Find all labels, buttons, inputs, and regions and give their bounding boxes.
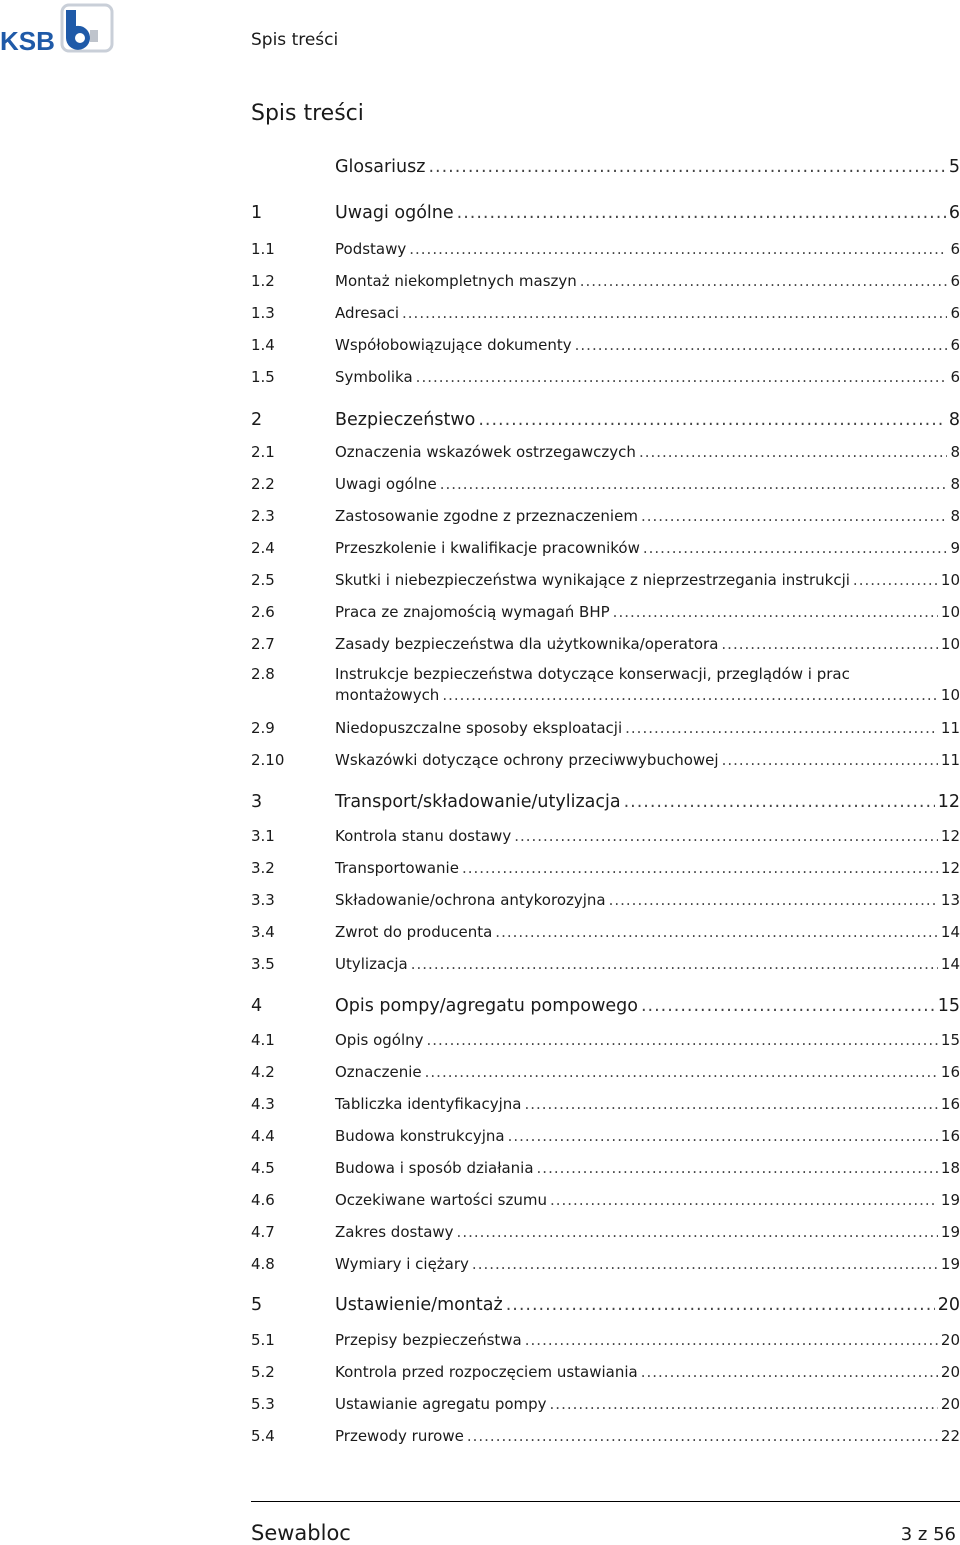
toc-dot-leader bbox=[524, 1095, 937, 1114]
toc-dot-leader bbox=[506, 1296, 935, 1315]
toc-entry[interactable] bbox=[251, 955, 960, 974]
toc-entry[interactable] bbox=[251, 443, 960, 462]
toc-entry-page: 8 bbox=[950, 475, 960, 493]
toc-entry-label: Oznaczenia wskazówek ostrzegawczych bbox=[335, 443, 636, 461]
toc-entry[interactable] bbox=[251, 859, 960, 878]
toc-entry[interactable] bbox=[251, 891, 960, 910]
toc-entry-number: 5.3 bbox=[251, 1395, 275, 1413]
toc-entry-number: 2.8 bbox=[251, 665, 275, 683]
toc-entry-page: 10 bbox=[940, 686, 960, 704]
toc-dot-leader bbox=[722, 751, 938, 770]
toc-dot-leader bbox=[428, 158, 945, 177]
toc-entry-number: 4.2 bbox=[251, 1063, 275, 1081]
toc-entry-number: 2.6 bbox=[251, 603, 275, 621]
toc-entry-label: Wskazówki dotyczące ochrony przeciwwybuchowej bbox=[335, 751, 719, 769]
toc-entry-page: 18 bbox=[940, 1159, 960, 1177]
toc-entry-number: 1.4 bbox=[251, 336, 275, 354]
toc-entry[interactable] bbox=[251, 719, 960, 738]
toc-dot-leader bbox=[416, 368, 948, 387]
toc-entry-label: Budowa i sposób działania bbox=[335, 1159, 534, 1177]
toc-dot-leader bbox=[457, 1223, 938, 1242]
toc-entry-page: 12 bbox=[937, 792, 960, 812]
toc-entry-number: 1.2 bbox=[251, 272, 275, 290]
toc-dot-leader bbox=[495, 923, 938, 942]
toc-entry-label: Uwagi ogólne bbox=[335, 203, 454, 223]
toc-entry-label: Przewody rurowe bbox=[335, 1427, 464, 1445]
toc-entry-number: 5.2 bbox=[251, 1363, 275, 1381]
toc-entry-page: 16 bbox=[940, 1063, 960, 1081]
toc-chapter-entry[interactable] bbox=[251, 997, 960, 1016]
toc-entry-page: 15 bbox=[937, 996, 960, 1016]
toc-dot-leader bbox=[442, 686, 938, 705]
toc-entry-number: 3.5 bbox=[251, 955, 275, 973]
toc-entry-label: Opis pompy/agregatu pompowego bbox=[335, 996, 638, 1016]
toc-entry[interactable] bbox=[251, 1095, 960, 1114]
toc-dot-leader bbox=[580, 272, 948, 291]
toc-entry-label: Glosariusz bbox=[335, 157, 426, 177]
toc-chapter-entry[interactable] bbox=[251, 1296, 960, 1315]
toc-entry-label: Transport/składowanie/utylizacja bbox=[335, 792, 621, 812]
toc-entry-page: 6 bbox=[950, 368, 960, 386]
toc-entry-label: Praca ze znajomością wymagań BHP bbox=[335, 603, 610, 621]
toc-dot-leader bbox=[478, 411, 946, 430]
toc-entry-label: Przepisy bezpieczeństwa bbox=[335, 1331, 522, 1349]
toc-entry-label: Zastosowanie zgodne z przeznaczeniem bbox=[335, 507, 638, 525]
toc-entry[interactable] bbox=[251, 827, 960, 846]
toc-entry-label: Skutki i niebezpieczeństwa wynikające z nieprzestrzegania instrukcji bbox=[335, 571, 850, 589]
toc-entry-label: Adresaci bbox=[335, 304, 400, 322]
toc-dot-leader bbox=[472, 1255, 938, 1274]
toc-entry-number: 2.3 bbox=[251, 507, 275, 525]
toc-entry-number: 2.5 bbox=[251, 571, 275, 589]
toc-entry-page: 20 bbox=[940, 1395, 960, 1413]
footer-page-number: 3 z 56 bbox=[900, 1524, 956, 1545]
toc-entry-number: 3.4 bbox=[251, 923, 275, 941]
toc-entry-page: 20 bbox=[940, 1363, 960, 1381]
toc-dot-leader bbox=[641, 997, 935, 1016]
toc-entry[interactable] bbox=[251, 272, 960, 291]
toc-entry-number: 3 bbox=[251, 792, 263, 812]
toc-dot-leader bbox=[641, 507, 948, 526]
toc-entry-label: Składowanie/ochrona antykorozyjna bbox=[335, 891, 606, 909]
toc-chapter-entry[interactable] bbox=[251, 793, 960, 812]
toc-dot-leader bbox=[427, 1031, 938, 1050]
toc-entry-label-continued: montażowych bbox=[335, 686, 440, 704]
toc-entry-label: Utylizacja bbox=[335, 955, 408, 973]
toc-dot-leader bbox=[721, 635, 938, 654]
toc-entry[interactable] bbox=[251, 1427, 960, 1446]
toc-dot-leader bbox=[853, 571, 938, 590]
toc-entry-page: 12 bbox=[940, 859, 960, 877]
toc-entry-number: 2.9 bbox=[251, 719, 275, 737]
running-header-title: Spis treści bbox=[251, 30, 339, 50]
toc-entry[interactable] bbox=[251, 240, 960, 259]
toc-entry-number: 4.7 bbox=[251, 1223, 275, 1241]
toc-entry[interactable] bbox=[251, 336, 960, 355]
toc-entry[interactable] bbox=[251, 507, 960, 526]
toc-dot-leader bbox=[575, 336, 948, 355]
toc-entry-label: Oznaczenie bbox=[335, 1063, 422, 1081]
toc-entry-label: Podstawy bbox=[335, 240, 407, 258]
toc-entry[interactable] bbox=[251, 539, 960, 558]
toc-entry-label: Opis ogólny bbox=[335, 1031, 424, 1049]
toc-entry-label: Symbolika bbox=[335, 368, 413, 386]
toc-entry-page: 16 bbox=[940, 1095, 960, 1113]
toc-entry-label: Oczekiwane wartości szumu bbox=[335, 1191, 547, 1209]
ksb-logo-text: KSB bbox=[0, 26, 55, 54]
toc-dot-leader bbox=[643, 539, 948, 558]
toc-entry-page: 6 bbox=[950, 304, 960, 322]
toc-entry[interactable] bbox=[251, 571, 960, 590]
toc-entry[interactable] bbox=[251, 1063, 960, 1082]
toc-entry-page: 14 bbox=[940, 955, 960, 973]
footer-product-name: Sewabloc bbox=[251, 1521, 351, 1545]
toc-entry-label: Ustawienie/montaż bbox=[335, 1295, 503, 1315]
toc-entry-label: Kontrola przed rozpoczęciem ustawiania bbox=[335, 1363, 638, 1381]
toc-entry[interactable] bbox=[251, 923, 960, 942]
toc-dot-leader bbox=[639, 443, 948, 462]
toc-entry-number: 2.10 bbox=[251, 751, 285, 769]
toc-entry-number: 1.5 bbox=[251, 368, 275, 386]
toc-entry-label: Transportowanie bbox=[335, 859, 459, 877]
toc-entry-label: Tabliczka identyfikacyjna bbox=[335, 1095, 522, 1113]
toc-entry-page: 19 bbox=[940, 1255, 960, 1273]
toc-entry-label: Ustawianie agregatu pompy bbox=[335, 1395, 547, 1413]
toc-entry-page: 20 bbox=[940, 1331, 960, 1349]
toc-dot-leader bbox=[550, 1395, 938, 1414]
toc-entry-page: 13 bbox=[940, 891, 960, 909]
toc-entry[interactable] bbox=[251, 603, 960, 622]
toc-entry-page: 19 bbox=[940, 1191, 960, 1209]
toc-entry-number: 4.6 bbox=[251, 1191, 275, 1209]
toc-dot-leader bbox=[462, 859, 938, 878]
toc-chapter-entry[interactable] bbox=[251, 204, 960, 223]
toc-entry-label: Wymiary i ciężary bbox=[335, 1255, 469, 1273]
toc-entry-number: 4.1 bbox=[251, 1031, 275, 1049]
toc-entry-page: 11 bbox=[940, 719, 960, 737]
toc-entry-label: Budowa konstrukcyjna bbox=[335, 1127, 505, 1145]
toc-entry-number: 3.3 bbox=[251, 891, 275, 909]
toc-entry[interactable] bbox=[251, 1331, 960, 1350]
toc-chapter-entry[interactable] bbox=[251, 158, 960, 177]
toc-entry-label: Bezpieczeństwo bbox=[335, 410, 476, 430]
toc-entry-page: 5 bbox=[948, 157, 960, 177]
toc-entry[interactable] bbox=[251, 1127, 960, 1146]
toc-entry-page: 9 bbox=[950, 539, 960, 557]
toc-entry[interactable] bbox=[251, 1191, 960, 1210]
toc-entry-label: Współobowiązujące dokumenty bbox=[335, 336, 572, 354]
toc-dot-leader bbox=[641, 1363, 938, 1382]
toc-entry-number: 4.3 bbox=[251, 1095, 275, 1113]
toc-dot-leader bbox=[609, 891, 938, 910]
toc-entry-number: 2.1 bbox=[251, 443, 275, 461]
toc-entry-number: 2.4 bbox=[251, 539, 275, 557]
toc-entry[interactable] bbox=[251, 368, 960, 387]
toc-entry-label: Zwrot do producenta bbox=[335, 923, 493, 941]
toc-entry[interactable] bbox=[251, 1363, 960, 1382]
toc-entry-label: Przeszkolenie i kwalifikacje pracowników bbox=[335, 539, 640, 557]
toc-dot-leader bbox=[624, 793, 935, 812]
toc-entry-page: 8 bbox=[948, 410, 960, 430]
toc-dot-leader bbox=[514, 827, 938, 846]
toc-entry-number: 4.5 bbox=[251, 1159, 275, 1177]
toc-entry-number: 1.1 bbox=[251, 240, 275, 258]
toc-entry-page: 12 bbox=[940, 827, 960, 845]
toc-entry[interactable] bbox=[251, 665, 960, 705]
ksb-logo[interactable] bbox=[0, 2, 115, 54]
toc-entry-number: 2.7 bbox=[251, 635, 275, 653]
toc-entry-page: 16 bbox=[940, 1127, 960, 1145]
toc-entry-number: 1.3 bbox=[251, 304, 275, 322]
toc-entry-label: Kontrola stanu dostawy bbox=[335, 827, 512, 845]
toc-entry-page: 14 bbox=[940, 923, 960, 941]
toc-dot-leader bbox=[457, 204, 946, 223]
toc-dot-leader bbox=[537, 1159, 938, 1178]
toc-chapter-entry[interactable] bbox=[251, 411, 960, 430]
toc-entry[interactable] bbox=[251, 751, 960, 770]
toc-entry-page: 6 bbox=[950, 272, 960, 290]
toc-dot-leader bbox=[402, 304, 947, 323]
toc-entry-page: 8 bbox=[950, 443, 960, 461]
toc-entry-page: 22 bbox=[940, 1427, 960, 1445]
toc-entry-number: 5.4 bbox=[251, 1427, 275, 1445]
toc-entry-page: 11 bbox=[940, 751, 960, 769]
toc-entry-label: Niedopuszczalne sposoby eksploatacji bbox=[335, 719, 623, 737]
toc-dot-leader bbox=[525, 1331, 938, 1350]
toc-entry-number: 2.2 bbox=[251, 475, 275, 493]
toc-dot-leader bbox=[425, 1063, 938, 1082]
toc-entry-label: Zasady bezpieczeństwa dla użytkownika/operatora bbox=[335, 635, 719, 653]
toc-entry-number: 3.1 bbox=[251, 827, 275, 845]
footer-divider bbox=[251, 1501, 960, 1502]
toc-entry-label: Montaż niekompletnych maszyn bbox=[335, 272, 577, 290]
toc-entry[interactable] bbox=[251, 1159, 960, 1178]
toc-dot-leader bbox=[550, 1191, 938, 1210]
toc-entry[interactable] bbox=[251, 475, 960, 494]
toc-entry-page: 15 bbox=[940, 1031, 960, 1049]
toc-entry-number: 4 bbox=[251, 996, 263, 1016]
toc-entry[interactable] bbox=[251, 304, 960, 323]
toc-entry-page: 10 bbox=[940, 635, 960, 653]
toc-entry-number: 5 bbox=[251, 1295, 263, 1315]
toc-entry-page: 10 bbox=[940, 571, 960, 589]
toc-entry-page: 8 bbox=[950, 507, 960, 525]
toc-entry-page: 6 bbox=[948, 203, 960, 223]
toc-entry-number: 5.1 bbox=[251, 1331, 275, 1349]
toc-entry-number: 4.8 bbox=[251, 1255, 275, 1273]
toc-entry[interactable] bbox=[251, 635, 960, 654]
toc-entry-label: Instrukcje bezpieczeństwa dotyczące konserwacji, przeglądów i prac bbox=[335, 665, 850, 683]
toc-entry-page: 6 bbox=[950, 240, 960, 258]
toc-entry[interactable] bbox=[251, 1395, 960, 1414]
toc-entry[interactable] bbox=[251, 1031, 960, 1050]
toc-entry-number: 3.2 bbox=[251, 859, 275, 877]
toc-entry-number: 4.4 bbox=[251, 1127, 275, 1145]
toc-entry-label: Uwagi ogólne bbox=[335, 475, 437, 493]
toc-entry[interactable] bbox=[251, 1255, 960, 1274]
toc-entry-page: 19 bbox=[940, 1223, 960, 1241]
toc-dot-leader bbox=[411, 955, 938, 974]
toc-dot-leader bbox=[508, 1127, 938, 1146]
toc-entry-label: Zakres dostawy bbox=[335, 1223, 454, 1241]
toc-dot-leader bbox=[409, 240, 947, 259]
toc-entry-number: 2 bbox=[251, 410, 263, 430]
toc-dot-leader bbox=[625, 719, 938, 738]
toc-dot-leader bbox=[613, 603, 938, 622]
toc-entry-page: 10 bbox=[940, 603, 960, 621]
toc-entry-page: 20 bbox=[937, 1295, 960, 1315]
toc-dot-leader bbox=[467, 1427, 938, 1446]
toc-entry-number: 1 bbox=[251, 203, 263, 223]
toc-dot-leader bbox=[440, 475, 948, 494]
page-title: Spis treści bbox=[251, 101, 364, 126]
toc-entry[interactable] bbox=[251, 1223, 960, 1242]
toc-entry-page: 6 bbox=[950, 336, 960, 354]
